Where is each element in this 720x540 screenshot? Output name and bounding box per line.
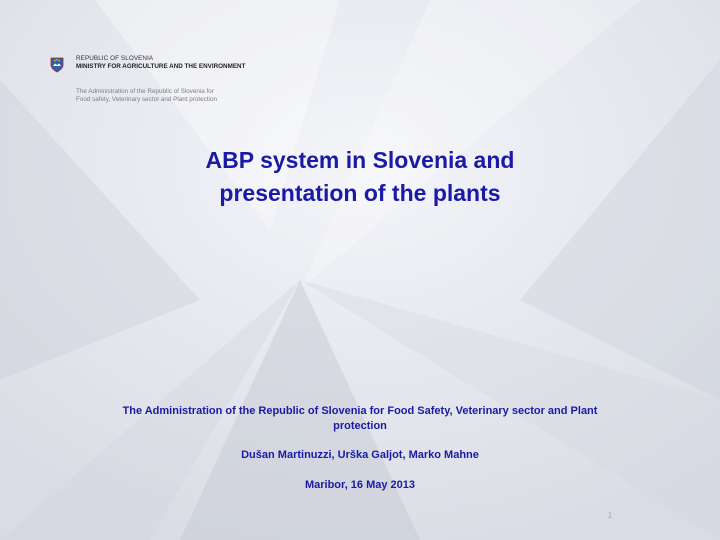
- administration-line-2: protection: [333, 420, 387, 432]
- slide-title: [0, 144, 720, 210]
- ministry-line: MINISTRY FOR AGRICULTURE AND THE ENVIRONMENT: [76, 63, 246, 70]
- place-and-date: Maribor, 16 May 2013: [304, 479, 416, 491]
- administration-line-1: The Administration of the Republic of Slovenia for Food Safety, Veterinary sector and Plant: [122, 405, 598, 417]
- ministry-name: [76, 55, 246, 71]
- country-line: REPUBLIC OF SLOVENIA: [76, 55, 154, 62]
- administration-name: [0, 404, 720, 434]
- administration-subtitle: The Administration of the Republic of Slovenia for Food safety, Veterinary sector and Plant protection: [76, 88, 217, 103]
- title-line-1: ABP system in Slovenia and: [205, 147, 515, 173]
- title-line-2: presentation of the plants: [219, 180, 501, 206]
- slovenian-coat-of-arms-icon: [50, 57, 64, 73]
- page-number: 1: [607, 511, 613, 520]
- authors: Dušan Martinuzzi, Urška Galjot, Marko Mahne: [241, 449, 479, 461]
